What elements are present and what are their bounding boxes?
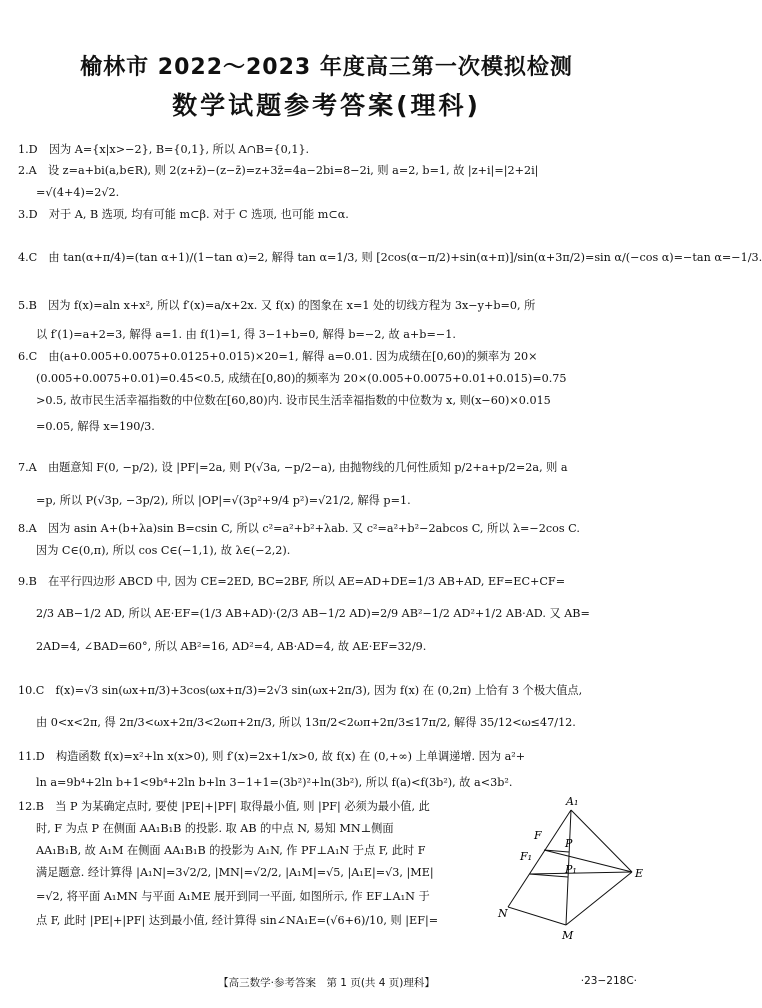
label-p1: P₁ [565, 863, 577, 876]
answer-line: 5.B 因为 f(x)=aln x+x², 所以 f′(x)=a/x+2x. 又 f(x) 的图象在 x=1 处的切线方程为 3x−y+b=0, 所 [18, 299, 536, 312]
answer-line: 7.A 由题意知 F(0, −p/2), 设 |PF|=2a, 则 P(√3a, −p/2−a), 由抛物线的几何性质知 p/2+a+p/2=2a, 则 a [18, 461, 568, 474]
answer-line: 9.B 在平行四边形 ABCD 中, 因为 CE=2ED, BC=2BF, 所以 AE=AD+DE=1/3 AB+AD, EF=EC+CF= [18, 575, 566, 588]
page-title: 榆林市 2022～2023 年度高三第一次模拟检测 [80, 55, 573, 80]
answer-line: =√(4+4)=2√2. [36, 186, 120, 199]
answer-line: 时, F 为点 P 在侧面 AA₁B₁B 的投影. 取 AB 的中点 N, 易知 MN⊥侧面 [36, 822, 394, 835]
label-p: P [565, 837, 573, 850]
document-code: ·23−218C· [580, 975, 637, 987]
label-e: E [635, 867, 644, 880]
answer-line: (0.005+0.0075+0.01)=0.45<0.5, 成绩在[0,80)的频率为 20×(0.005+0.0075+0.01+0.015)=0.75 [36, 372, 567, 385]
edge-a1-e [571, 810, 632, 872]
answer-line: 2AD=4, ∠BAD=60°, 所以 AB²=16, AD²=4, AB·AD=4, 故 AE·EF=32/9. [36, 640, 427, 653]
answer-line: 点 F, 此时 |PE|+|PF| 达到最小值, 经计算得 sin∠NA₁E=(√6+6)/10, 则 |EF|= [36, 914, 439, 927]
answer-line: 2/3 AB−1/2 AD, 所以 AE·EF=(1/3 AB+AD)·(2/3 AB−1/2 AD)=2/9 AB²−1/2 AD²+1/2 AB·AD. 又 AB= [36, 607, 590, 620]
answer-line: 2.A 设 z=a+bi(a,b∈R), 则 2(z+z̄)−(z−z̄)=z+3z̄=4a−2bi=8−2i, 则 a=2, b=1, 故 |z+i|=|2+2i| [18, 164, 539, 177]
answer-line: 以 f′(1)=a+2=3, 解得 a=1. 由 f(1)=1, 得 3−1+b=0, 解得 b=−2, 故 a+b=−1. [36, 328, 456, 341]
answer-line: =√2, 将平面 A₁MN 与平面 A₁ME 展开到同一平面, 如图所示, 作 EF⊥A₁N 于 [36, 890, 430, 903]
answer-line: 因为 C∈(0,π), 所以 cos C∈(−1,1), 故 λ∈(−2,2). [36, 544, 291, 557]
edge-m-e [566, 872, 632, 925]
answer-line: AA₁B₁B, 故 A₁M 在侧面 AA₁B₁B 的投影为 A₁N, 作 PF⊥A₁N 于点 F, 此时 F [36, 844, 426, 857]
answer-line: 3.D 对于 A, B 选项, 均有可能 m⊂β. 对于 C 选项, 也可能 m⊂α. [18, 208, 349, 221]
answer-line: >0.5, 故市民生活幸福指数的中位数在[60,80)内. 设市民生活幸福指数的中位数为 x, 则(x−60)×0.015 [36, 394, 551, 407]
answer-line: 8.A 因为 asin A+(b+λa)sin B=csin C, 所以 c²=a²+b²+λab. 又 c²=a²+b²−2abcos C, 所以 λ=−2cos C. [18, 522, 580, 535]
segment-f-e [544, 850, 632, 872]
segment-f1-p1 [529, 874, 568, 877]
label-a1: A₁ [566, 795, 579, 808]
label-f: F [534, 829, 542, 842]
answer-line: 满足题意. 经计算得 |A₁N|=3√2/2, |MN|=√2/2, |A₁M|=√5, |A₁E|=√3, |ME| [36, 866, 434, 879]
answer-line: 由 0<x<2π, 得 2π/3<ωx+2π/3<2ωπ+2π/3, 所以 13π/2<2ωπ+2π/3≤17π/2, 解得 35/12<ω≤47/12. [36, 716, 576, 729]
label-f1: F₁ [520, 850, 533, 863]
answer-line: 10.C f(x)=√3 sin(ωx+π/3)+3cos(ωx+π/3)=2√3 sin(ωx+2π/3), 因为 f(x) 在 (0,2π) 上恰有 3 个极大值点, [18, 684, 583, 697]
page-footer: 【高三数学·参考答案 第 1 页(共 4 页)理科】 [218, 977, 435, 989]
label-m: M [562, 929, 574, 942]
geometry-figure [496, 795, 646, 945]
answer-line: ln a=9b⁴+2ln b+1<9b⁴+2ln b+ln 3−1+1=(3b²)²+ln(3b²), 所以 f(a)<f(3b²), 故 a<3b². [36, 776, 513, 789]
answer-line: 4.C 由 tan(α+π/4)=(tan α+1)/(1−tan α)=2, 解得 tan α=1/3, 则 [2cos(α−π/2)+sin(α+π)]/sin(α+3π/2)=sin α/(−cos α)=−tan α=−1/3. [18, 251, 762, 264]
answer-line: 1.D 因为 A={x|x>−2}, B={0,1}, 所以 A∩B={0,1}. [18, 143, 310, 156]
answer-line: 6.C 由(a+0.005+0.0075+0.0125+0.015)×20=1, 解得 a=0.01. 因为成绩在[0,60)的频率为 20× [18, 350, 538, 363]
edge-a1-n [508, 810, 571, 907]
answer-line: 12.B 当 P 为某确定点时, 要使 |PE|+|PF| 取得最小值, 则 |PF| 必须为最小值, 此 [18, 800, 430, 813]
edge-n-m [508, 907, 566, 925]
answer-line: 11.D 构造函数 f(x)=x²+ln x(x>0), 则 f′(x)=2x+1/x>0, 故 f(x) 在 (0,+∞) 上单调递增. 因为 a²+ [18, 750, 526, 763]
answer-line: =0.05, 解得 x=190/3. [36, 420, 155, 433]
answer-line: =p, 所以 P(√3p, −3p/2), 所以 |OP|=√(3p²+9/4 p²)=√21/2, 解得 p=1. [36, 494, 411, 507]
label-n: N [498, 907, 508, 920]
page-subtitle: 数学试题参考答案(理科) [172, 91, 481, 120]
segment-f1-e [529, 872, 632, 874]
